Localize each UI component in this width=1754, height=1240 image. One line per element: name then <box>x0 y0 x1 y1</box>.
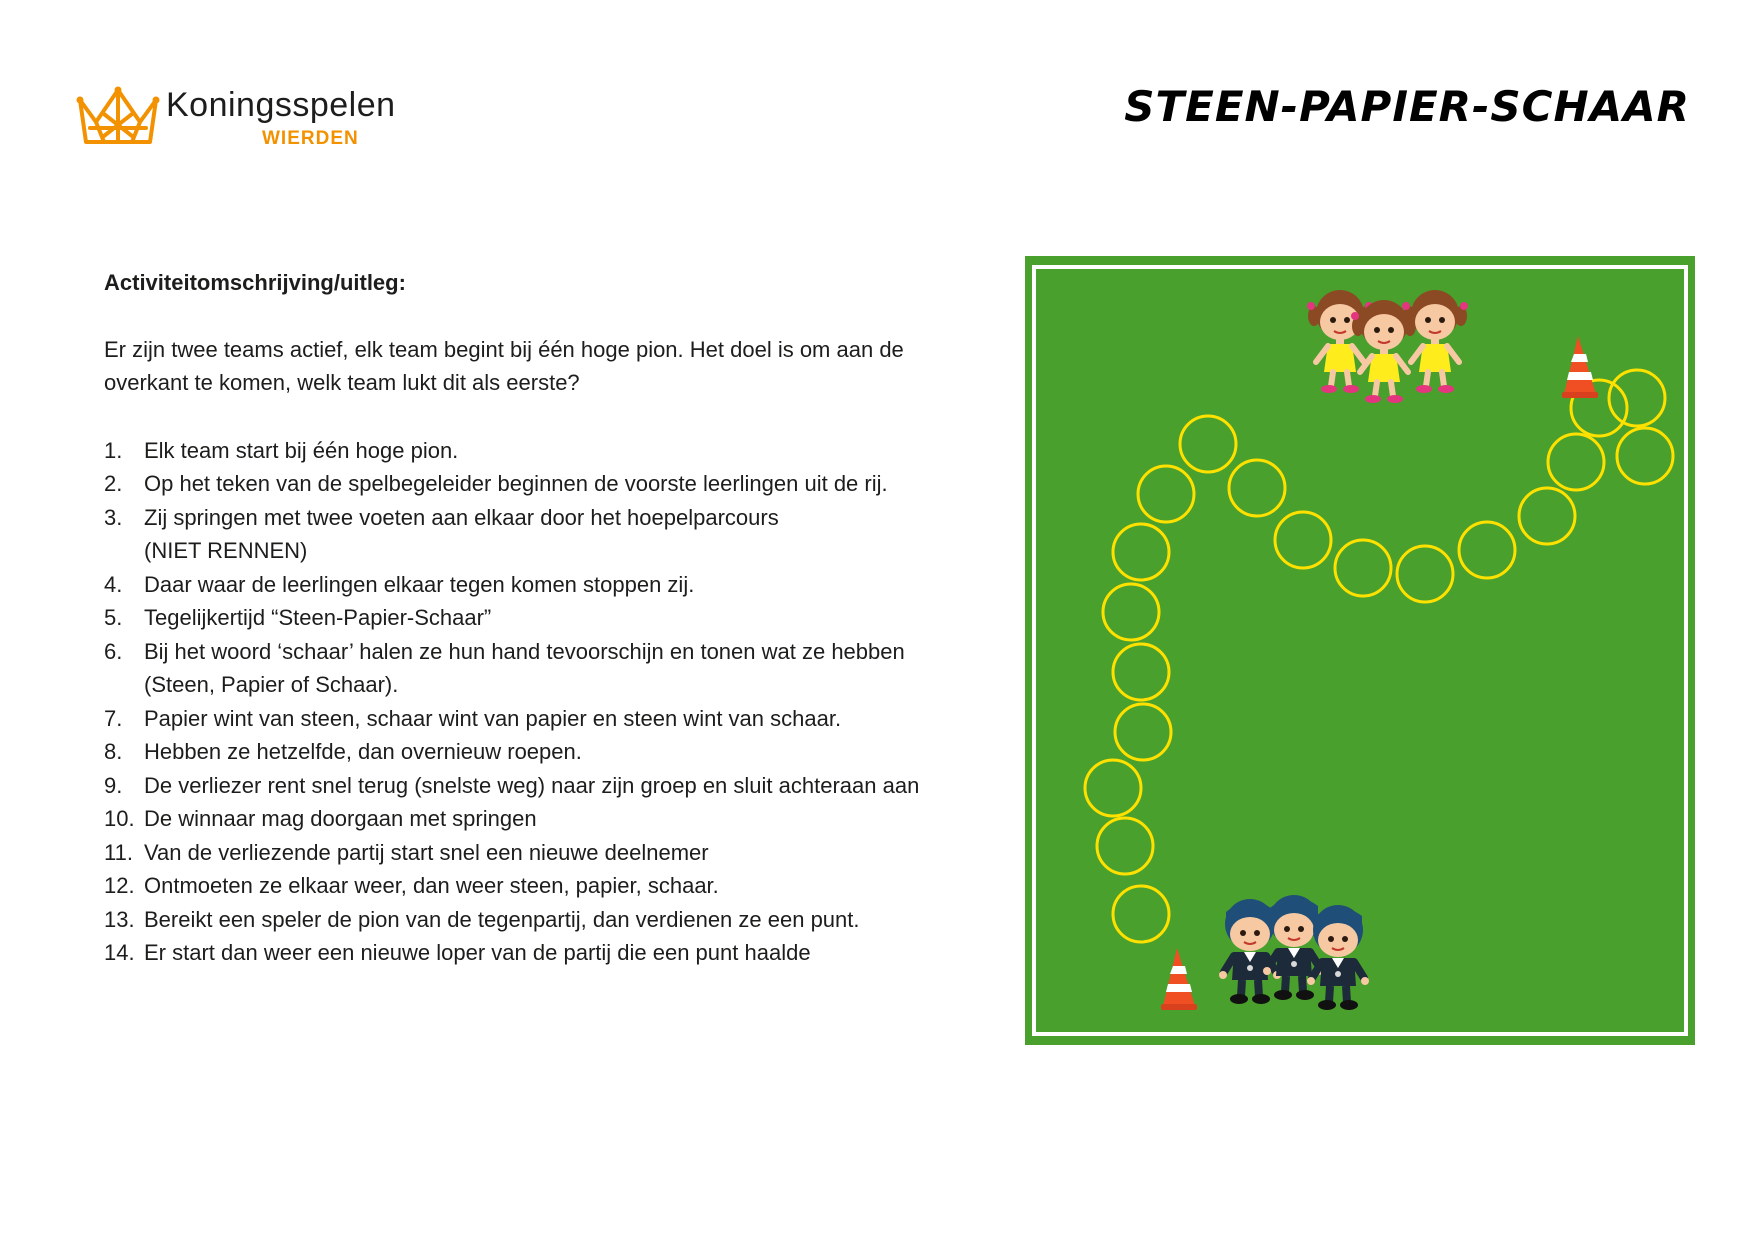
step-item <box>104 735 984 769</box>
step-number: 6. <box>104 638 123 664</box>
step-item <box>104 903 984 937</box>
step-item <box>104 467 984 501</box>
steps-list <box>104 434 984 970</box>
step-text: Elk team start bij één hoge pion. <box>144 437 459 463</box>
step-number: 12. <box>104 873 135 898</box>
step-item <box>104 836 984 870</box>
step-number: 4. <box>104 571 123 597</box>
field-svg <box>1025 256 1695 1045</box>
step-number: 8. <box>104 739 123 764</box>
step-text: De verliezer rent snel terug (snelste weg) naar zijn groep en sluit achteraan aan <box>144 772 920 798</box>
step-number: 1. <box>104 437 123 463</box>
step-number: 2. <box>104 471 123 496</box>
logo-subtitle: WIERDEN <box>262 128 359 149</box>
step-item <box>104 802 984 836</box>
step-number: 11. <box>104 839 133 865</box>
logo <box>76 80 396 160</box>
game-field-illustration <box>1025 256 1695 1045</box>
step-text: Tegelijkertijd “Steen-Papier-Schaar” <box>144 605 492 630</box>
step-text: (Steen, Papier of Schaar). <box>144 672 399 697</box>
intro-line: overkant te komen, welk team lukt dit als eerste? <box>104 370 580 395</box>
description-intro <box>104 333 984 400</box>
step-text: Ontmoeten ze elkaar weer, dan weer steen, papier, schaar. <box>144 873 719 898</box>
step-item <box>104 568 984 602</box>
step-item <box>104 936 984 970</box>
step-text: Daar waar de leerlingen elkaar tegen komen stoppen zij. <box>144 571 695 597</box>
logo-name: Koningsspelen <box>166 86 396 124</box>
step-text: Bereikt een speler de pion van de tegenpartij, dan verdienen ze een punt. <box>144 906 860 932</box>
step-number: 13. <box>104 906 135 932</box>
step-number: 5. <box>104 605 123 630</box>
step-text: De winnaar mag doorgaan met springen <box>144 806 537 831</box>
step-item <box>104 869 984 903</box>
step-text: Er start dan weer een nieuwe loper van de partij die een punt haalde <box>144 940 811 965</box>
step-item <box>104 601 984 635</box>
step-number: 14. <box>104 940 135 965</box>
step-number: 9. <box>104 772 123 798</box>
step-item <box>104 635 984 702</box>
step-number: 10. <box>104 806 135 831</box>
page-title: STEEN-PAPIER-SCHAAR <box>1124 82 1690 131</box>
step-text: Papier wint van steen, schaar wint van papier en steen wint van schaar. <box>144 705 842 731</box>
step-item <box>104 434 984 468</box>
description-heading: Activiteitomschrijving/uitleg: <box>104 270 406 295</box>
step-item <box>104 769 984 803</box>
step-text: Zij springen met twee voeten aan elkaar door het hoepelparcours <box>144 504 779 530</box>
step-text: (NIET RENNEN) <box>144 538 308 563</box>
step-text: Op het teken van de spelbegeleider beginnen de voorste leerlingen uit de rij. <box>144 471 888 496</box>
step-text: Van de verliezende partij start snel een nieuwe deelnemer <box>144 839 709 865</box>
intro-line: Er zijn twee teams actief, elk team begint bij één hoge pion. Het doel is om aan de <box>104 336 904 362</box>
step-item <box>104 702 984 736</box>
crown-icon <box>76 84 160 148</box>
step-item <box>104 501 984 568</box>
activity-description <box>104 266 984 970</box>
step-number: 3. <box>104 504 123 530</box>
step-text: Hebben ze hetzelfde, dan overnieuw roepen. <box>144 739 582 764</box>
step-text: Bij het woord ‘schaar’ halen ze hun hand tevoorschijn en tonen wat ze hebben <box>144 638 905 664</box>
step-number: 7. <box>104 705 123 731</box>
